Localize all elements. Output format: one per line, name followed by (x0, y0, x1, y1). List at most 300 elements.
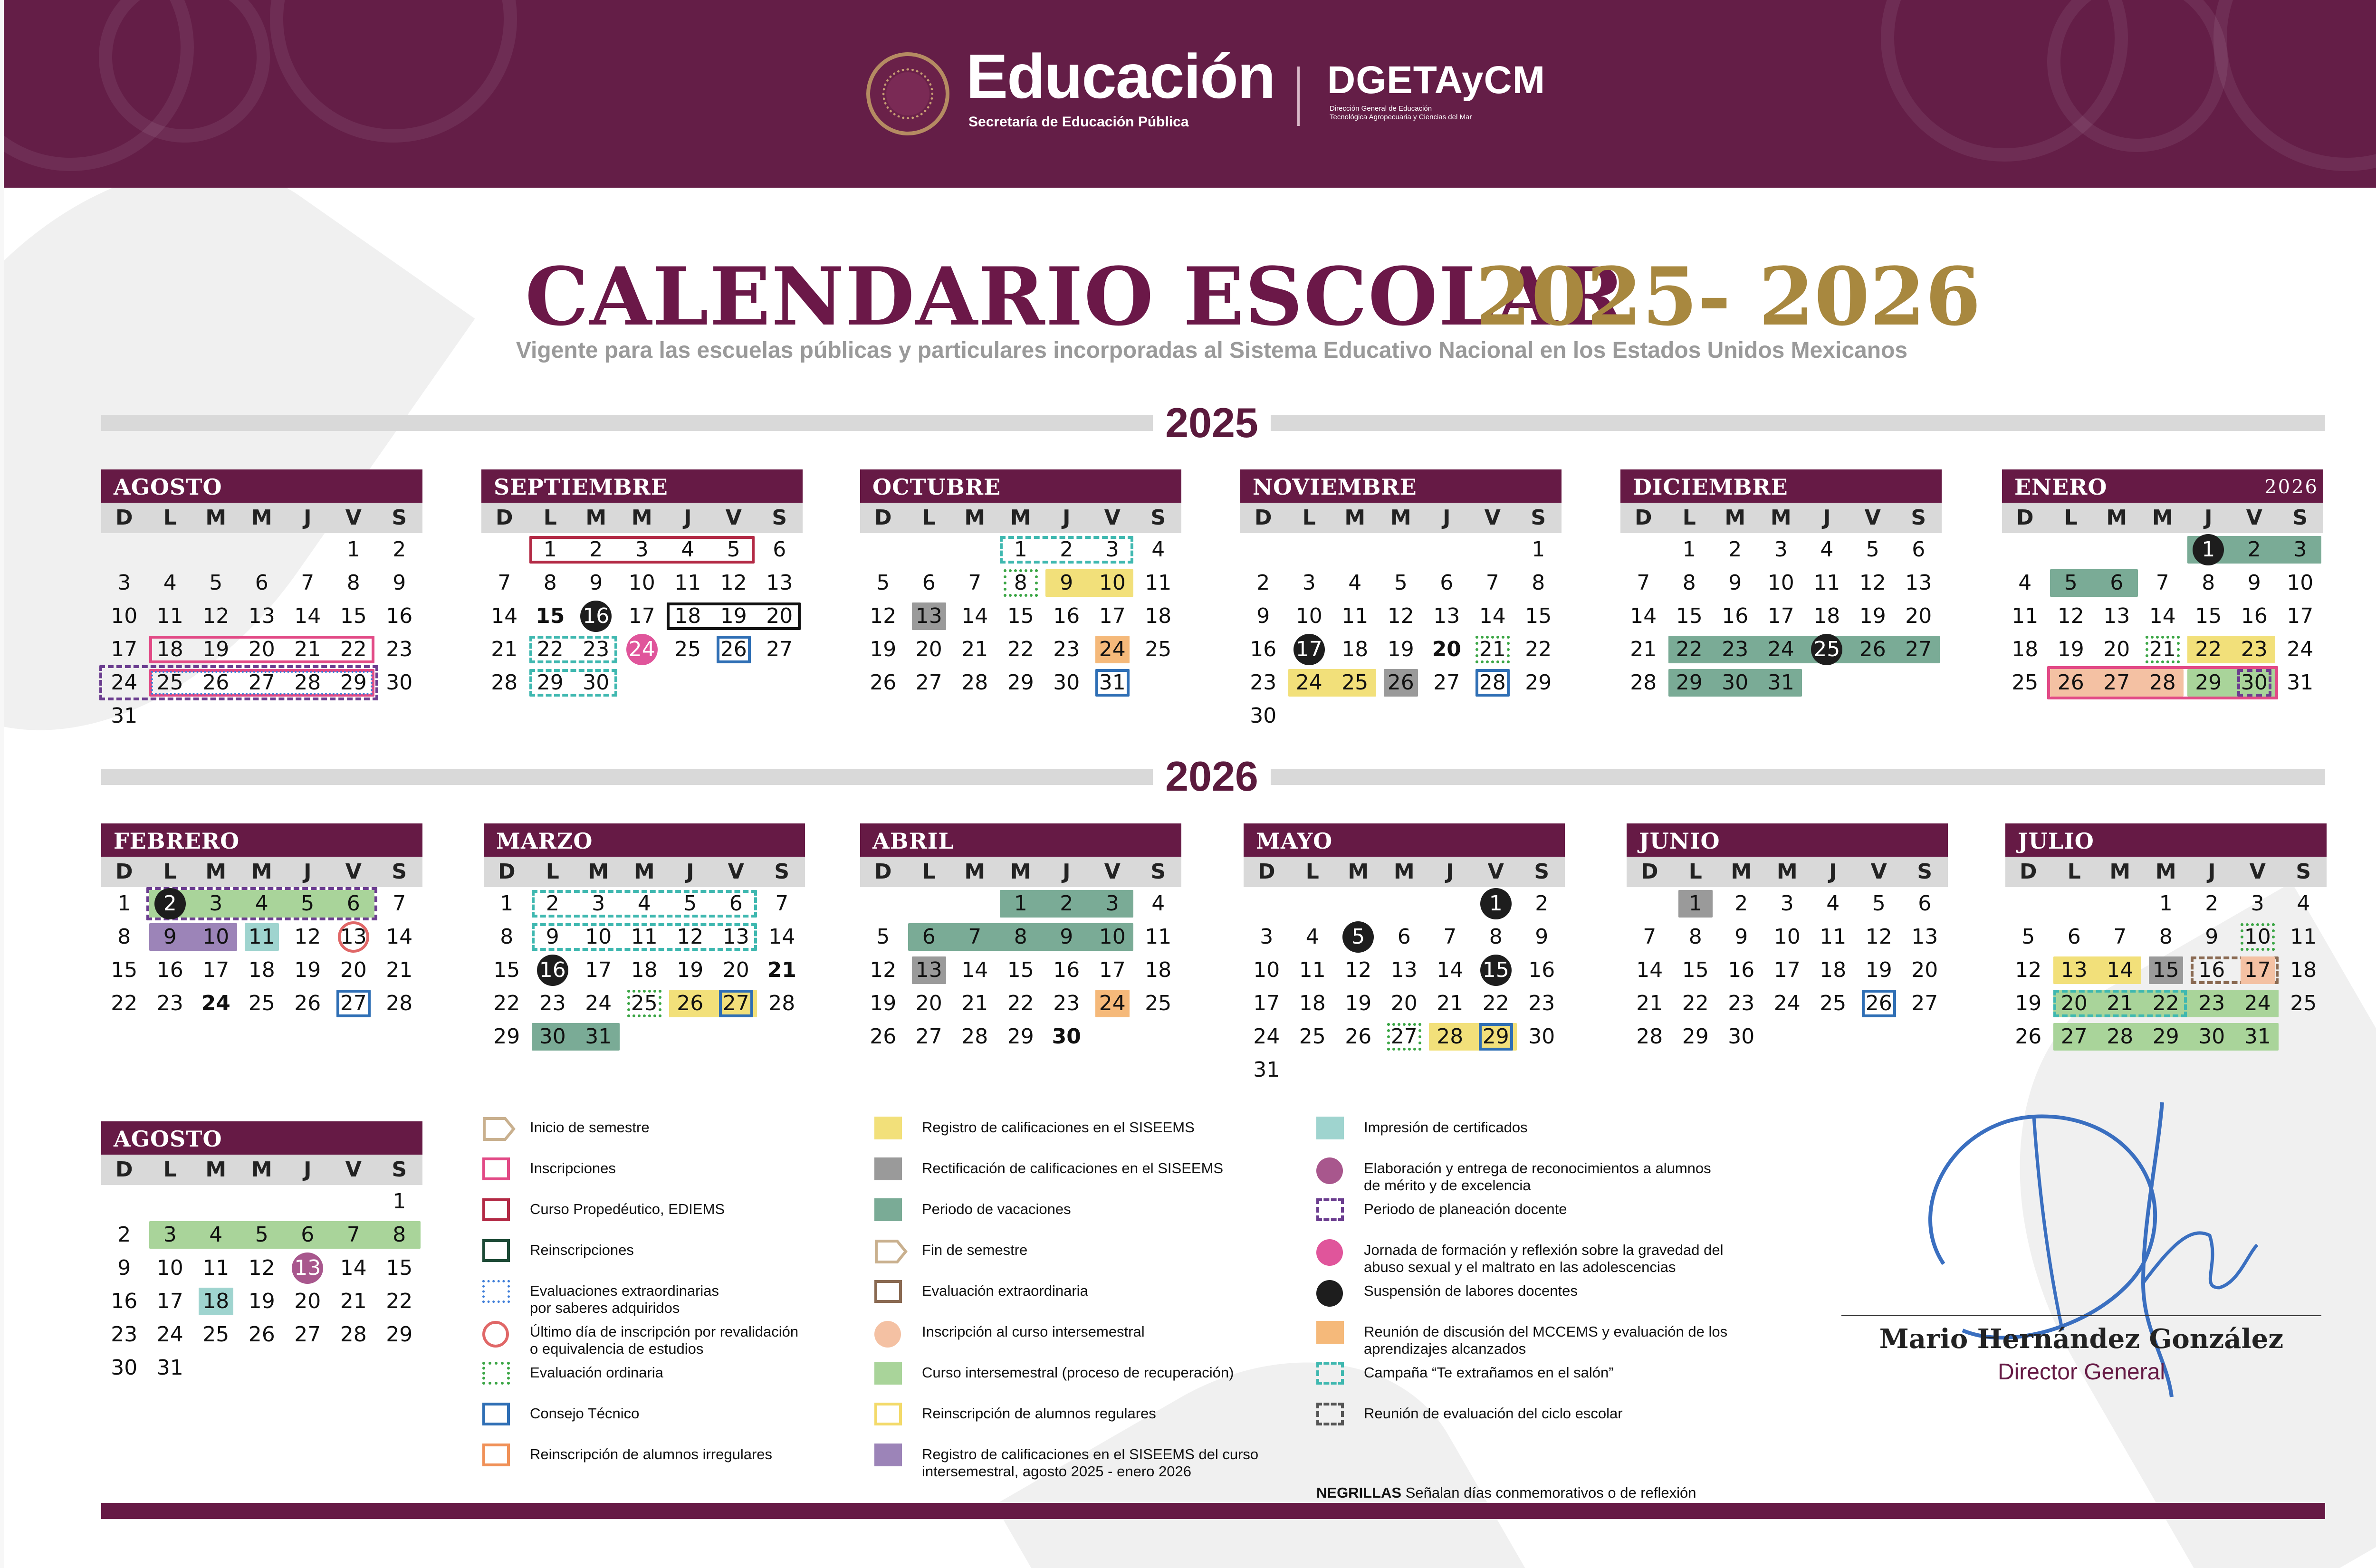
weekday-label: D (1634, 506, 1652, 530)
recognition-icon (1316, 1157, 1343, 1184)
day-cell: 6 (922, 571, 936, 595)
legend-item (482, 1239, 934, 1277)
day-cell: 13 (1905, 571, 1932, 595)
mccems-meeting-icon (1316, 1321, 1344, 1344)
weekday-label: L (543, 506, 557, 530)
day-cell: 26 (677, 991, 704, 1015)
day-cell: 16 (1053, 604, 1080, 628)
legend-item (482, 1321, 934, 1359)
day-cell: 26 (2057, 670, 2084, 695)
weekday-label: D (1257, 860, 1275, 884)
month-name: JUNIO (1639, 828, 1720, 854)
legend-label: Fin de semestre (922, 1242, 1028, 1258)
semester-start-icon (482, 1117, 510, 1139)
day-cell: 3 (1774, 537, 1788, 562)
intersemester-grades-icon (874, 1444, 902, 1466)
day-cell: 17 (1253, 991, 1280, 1015)
month-name: SEPTIEMBRE (494, 474, 668, 500)
day-cell: 13 (766, 571, 793, 595)
day-cell: 3 (117, 571, 131, 595)
day-cell: 21 (340, 1289, 367, 1313)
weekday-label: S (1150, 506, 1166, 530)
page-title: CALENDARIO ESCOLAR (525, 249, 1626, 344)
day-cell: 15 (1525, 604, 1552, 628)
legend-label: Inicio de semestre (530, 1119, 650, 1136)
legend-item (1316, 1117, 1768, 1155)
day-cell: 8 (500, 925, 514, 949)
day-cell: 14 (294, 604, 321, 628)
day-cell: 18 (1820, 958, 1847, 982)
weekday-header (2005, 857, 2327, 887)
day-cell: 6 (1440, 571, 1454, 595)
day-cell: 1 (117, 891, 131, 916)
month-title (101, 823, 422, 857)
day-cell: 12 (870, 958, 897, 982)
reenrollment-icon (482, 1239, 510, 1262)
day-cell: 12 (870, 604, 897, 628)
weekday-label: D (2019, 860, 2037, 884)
day-cell: 19 (1865, 958, 1892, 982)
day-cell: 26 (1859, 637, 1886, 661)
weekday-label: V (2249, 860, 2266, 884)
weekday-label: S (392, 860, 407, 884)
day-cell: 30 (583, 670, 610, 695)
day-cell: 4 (637, 891, 651, 916)
day-cell: 14 (1630, 604, 1657, 628)
weekday-label: J (304, 506, 312, 530)
weekday-label: M (1770, 506, 1792, 530)
weekday-label: M (1390, 506, 1411, 530)
enrollment-icon (482, 1157, 510, 1180)
day-grid (1627, 887, 1948, 1053)
day-cell: 12 (720, 571, 747, 595)
day-cell: 10 (1099, 925, 1126, 949)
month-agosto-0 (101, 469, 422, 733)
day-cell: 19 (677, 958, 704, 982)
day-cell: 15 (340, 604, 367, 628)
day-cell: 6 (729, 891, 743, 916)
month-title (860, 823, 1181, 857)
day-cell: 19 (1387, 637, 1414, 661)
weekday-label: D (495, 506, 513, 530)
month-name: OCTUBRE (872, 474, 1001, 500)
legend-label: Consejo Técnico (530, 1405, 640, 1422)
day-cell: 24 (1773, 991, 1801, 1015)
org-subtitle-line2: Tecnológica Agropecuaria y Ciencias del Mar (1330, 113, 1472, 121)
day-cell: 21 (961, 637, 988, 661)
day-cell: 13 (294, 1256, 321, 1280)
day-cell: 28 (294, 670, 321, 695)
day-cell: 14 (2107, 958, 2134, 982)
last-day-icon (482, 1321, 509, 1348)
day-cell: 13 (1433, 604, 1460, 628)
day-cell: 20 (2103, 637, 2130, 661)
month-title (1627, 823, 1948, 857)
day-cell: 27 (722, 991, 749, 1015)
day-cell: 19 (202, 637, 230, 661)
day-cell: 24 (1099, 991, 1126, 1015)
day-cell: 11 (2012, 604, 2039, 628)
day-cell: 5 (255, 1223, 268, 1247)
day-cell: 29 (2152, 1024, 2179, 1049)
day-cell: 7 (1643, 925, 1657, 949)
day-cell: 19 (2057, 637, 2084, 661)
day-cell: 12 (1865, 925, 1892, 949)
weekday-label: S (1534, 860, 1550, 884)
weekday-label: S (392, 1157, 407, 1182)
header-divider (1297, 67, 1300, 126)
weekday-label: M (251, 860, 272, 884)
weekday-label: V (345, 506, 362, 530)
weekday-label: D (1640, 860, 1658, 884)
day-cell: 4 (1151, 891, 1165, 916)
day-cell: 6 (773, 537, 786, 562)
day-cell: 5 (876, 925, 890, 949)
day-cell: 19 (2015, 991, 2042, 1015)
day-cell: 22 (537, 637, 564, 661)
day-cell: 23 (1728, 991, 1755, 1015)
legend-item (874, 1117, 1326, 1155)
day-cell: 24 (2287, 637, 2314, 661)
day-cell: 20 (1432, 637, 1461, 661)
day-cell: 12 (1387, 604, 1414, 628)
weekday-label: V (345, 860, 362, 884)
extra-eval-icon (874, 1280, 902, 1303)
day-cell: 28 (768, 991, 795, 1015)
day-cell: 3 (592, 891, 605, 916)
legend-item (482, 1444, 934, 1482)
day-cell: 11 (1820, 925, 1847, 949)
weekday-label: M (585, 506, 607, 530)
legend-item (482, 1280, 934, 1318)
day-cell: 2 (1060, 537, 1073, 562)
cycle-evaluation-icon (1316, 1403, 1344, 1425)
day-cell: 13 (340, 925, 367, 949)
day-cell: 10 (1773, 925, 1801, 949)
weekday-label: S (2296, 860, 2311, 884)
day-cell: 26 (870, 670, 897, 695)
day-cell: 7 (498, 571, 511, 595)
legend-label: Evaluación extraordinaria (922, 1282, 1088, 1299)
day-cell: 1 (500, 891, 514, 916)
legend-label: Impresión de certificados (1364, 1119, 1528, 1136)
weekday-label: M (205, 860, 227, 884)
day-cell: 19 (870, 637, 897, 661)
day-cell: 9 (1060, 925, 1073, 949)
weekday-header (860, 503, 1181, 533)
day-cell: 20 (722, 958, 749, 982)
day-cell: 29 (386, 1322, 413, 1347)
day-cell: 29 (2195, 670, 2222, 695)
day-cell: 7 (1443, 925, 1457, 949)
month-name: ABRIL (872, 828, 954, 854)
day-cell: 28 (961, 1024, 988, 1049)
weekday-label: J (1823, 506, 1831, 530)
month-febrero-6 (101, 823, 422, 1020)
semester-end-icon (874, 1239, 902, 1262)
day-cell: 10 (585, 925, 612, 949)
day-cell: 1 (1489, 891, 1503, 916)
day-cell: 13 (1390, 958, 1418, 982)
day-cell: 24 (156, 1322, 183, 1347)
day-cell: 5 (1351, 925, 1365, 949)
day-cell: 7 (346, 1223, 360, 1247)
weekday-label: M (588, 860, 609, 884)
day-cell: 20 (915, 991, 942, 1015)
weekday-label: M (1348, 860, 1369, 884)
day-cell: 13 (248, 604, 275, 628)
weekday-label: D (874, 506, 892, 530)
day-cell: 13 (1911, 925, 1938, 949)
day-cell: 20 (766, 604, 793, 628)
weekday-label: M (251, 506, 272, 530)
weekday-label: J (686, 860, 694, 884)
day-cell: 3 (209, 891, 223, 916)
day-cell: 12 (248, 1256, 275, 1280)
legend-item (874, 1157, 1326, 1195)
weekday-label: M (205, 1157, 227, 1182)
propaedeutic-icon (482, 1198, 510, 1221)
legend-item (1316, 1321, 1768, 1359)
day-cell: 13 (2103, 604, 2130, 628)
legend-label: Jornada de formación y reflexión sobre la gravedad del abuso sexual y el maltrato en las adolescencias (1364, 1242, 1724, 1275)
day-cell: 6 (1397, 925, 1411, 949)
weekday-header (484, 857, 805, 887)
weekday-label: V (1870, 860, 1887, 884)
day-cell: 17 (1295, 637, 1322, 661)
month-junio-10 (1627, 823, 1948, 1053)
month-title (1240, 469, 1562, 503)
day-cell: 10 (2244, 925, 2271, 949)
legend-item (482, 1403, 934, 1441)
weekday-label: M (1731, 860, 1752, 884)
day-cell: 9 (2247, 571, 2261, 595)
ordinary-eval-icon (482, 1362, 510, 1385)
day-cell: 15 (386, 1256, 413, 1280)
day-cell: 6 (2067, 925, 2081, 949)
day-cell: 19 (1345, 991, 1372, 1015)
day-grid (101, 887, 422, 1020)
day-cell: 27 (1905, 637, 1932, 661)
day-cell: 4 (2018, 571, 2032, 595)
day-cell: 23 (1528, 991, 1555, 1015)
day-cell: 24 (628, 637, 655, 661)
day-cell: 21 (1630, 637, 1657, 661)
day-cell: 30 (539, 1024, 566, 1049)
weekday-header (481, 503, 803, 533)
day-grid (481, 533, 803, 699)
day-cell: 27 (915, 670, 942, 695)
day-cell: 19 (870, 991, 897, 1015)
day-cell: 19 (248, 1289, 275, 1313)
day-cell: 21 (961, 991, 988, 1015)
day-cell: 28 (1437, 1024, 1464, 1049)
day-cell: 28 (1636, 1024, 1663, 1049)
day-cell: 21 (1636, 991, 1663, 1015)
day-grid (101, 1185, 422, 1385)
day-cell: 25 (248, 991, 275, 1015)
day-grid (860, 533, 1181, 699)
day-cell: 21 (767, 958, 796, 982)
month-name: ENERO (2014, 474, 2108, 500)
weekday-label: L (163, 506, 177, 530)
weekday-header (1627, 857, 1948, 887)
day-cell: 8 (1532, 571, 1545, 595)
day-cell: 8 (1682, 571, 1696, 595)
day-cell: 25 (2290, 991, 2317, 1015)
day-cell: 12 (294, 925, 321, 949)
day-cell: 22 (1676, 637, 1703, 661)
weekday-label: V (2246, 506, 2262, 530)
day-cell: 31 (156, 1356, 183, 1380)
day-cell: 2 (1728, 537, 1742, 562)
day-cell: 5 (2064, 571, 2078, 595)
day-cell: 17 (2244, 958, 2271, 982)
day-cell: 16 (386, 604, 413, 628)
day-cell: 30 (1052, 1024, 1081, 1049)
day-cell: 29 (340, 670, 367, 695)
bottom-bar (101, 1503, 2325, 1519)
month-name: FEBRERO (114, 828, 240, 854)
day-cell: 7 (2156, 571, 2169, 595)
day-cell: 14 (491, 604, 518, 628)
weekday-label: V (1104, 860, 1121, 884)
day-cell: 29 (537, 670, 564, 695)
day-cell: 17 (111, 637, 138, 661)
day-cell: 26 (2015, 1024, 2042, 1049)
day-cell: 3 (2293, 537, 2307, 562)
day-cell: 10 (1253, 958, 1280, 982)
day-cell: 23 (539, 991, 566, 1015)
day-cell: 9 (589, 571, 603, 595)
day-cell: 31 (2244, 1024, 2271, 1049)
weekday-header (101, 503, 422, 533)
day-cell: 14 (386, 925, 413, 949)
legend-label: Evaluación ordinaria (530, 1364, 663, 1381)
day-cell: 28 (340, 1322, 367, 1347)
day-cell: 22 (1482, 991, 1509, 1015)
day-cell: 30 (2198, 1024, 2225, 1049)
intersemester-course-icon (874, 1362, 902, 1385)
weekday-label: S (2292, 506, 2308, 530)
day-cell: 8 (1014, 925, 1027, 949)
day-cell: 7 (968, 925, 982, 949)
weekday-label: J (1063, 506, 1071, 530)
weekday-label: V (1864, 506, 1881, 530)
month-title (2002, 469, 2323, 503)
weekday-label: J (1446, 860, 1454, 884)
day-cell: 8 (393, 1223, 406, 1247)
day-grid (1620, 533, 1942, 699)
day-cell: 15 (1676, 604, 1703, 628)
month-title (101, 469, 422, 503)
legend-label: Periodo de planeación docente (1364, 1201, 1567, 1217)
day-cell: 11 (1341, 604, 1369, 628)
day-cell: 7 (393, 891, 406, 916)
day-cell: 9 (2205, 925, 2219, 949)
day-cell: 22 (340, 637, 367, 661)
day-cell: 29 (1676, 670, 1703, 695)
day-cell: 16 (539, 958, 566, 982)
day-cell: 30 (111, 1356, 138, 1380)
month-name: AGOSTO (114, 474, 222, 500)
weekday-header (1620, 503, 1942, 533)
day-grid (1244, 887, 1565, 1087)
weekday-label: J (304, 1157, 312, 1182)
regular-reenroll-icon (874, 1403, 902, 1425)
day-cell: 16 (156, 958, 183, 982)
day-grid (2002, 533, 2323, 699)
day-cell: 27 (915, 1024, 942, 1049)
weekday-label: L (922, 506, 936, 530)
day-cell: 8 (543, 571, 557, 595)
day-cell: 1 (1682, 537, 1696, 562)
day-cell: 11 (248, 925, 275, 949)
weekday-label: M (1725, 506, 1746, 530)
day-cell: 8 (346, 571, 360, 595)
legend-label: Reinscripción de alumnos regulares (922, 1405, 1156, 1422)
day-cell: 19 (1859, 604, 1886, 628)
day-cell: 24 (1295, 670, 1322, 695)
day-cell: 5 (1866, 537, 1879, 562)
day-cell: 18 (156, 637, 183, 661)
day-cell: 28 (1630, 670, 1657, 695)
weekday-label: D (115, 1157, 133, 1182)
day-cell: 25 (1145, 637, 1172, 661)
day-cell: 5 (1394, 571, 1408, 595)
day-cell: 23 (386, 637, 413, 661)
day-cell: 24 (111, 670, 138, 695)
weekday-label: M (964, 506, 986, 530)
day-grid (101, 533, 422, 733)
weekday-label: V (1484, 506, 1501, 530)
reflection-day-icon (1316, 1239, 1343, 1266)
day-cell: 14 (340, 1256, 367, 1280)
weekday-label: V (345, 1157, 362, 1182)
day-cell: 10 (1099, 571, 1126, 595)
legend-label: Suspensión de labores docentes (1364, 1282, 1578, 1299)
day-cell: 28 (961, 670, 988, 695)
seal-icon (866, 52, 949, 135)
irregular-reenroll-icon (482, 1444, 510, 1466)
day-cell: 6 (2110, 571, 2124, 595)
day-cell: 27 (2103, 670, 2130, 695)
day-cell: 4 (1348, 571, 1362, 595)
day-cell: 14 (1437, 958, 1464, 982)
day-cell: 5 (301, 891, 315, 916)
month-name: MAYO (1256, 828, 1333, 854)
day-cell: 2 (546, 891, 559, 916)
legend-item (874, 1362, 1326, 1400)
day-cell: 11 (1813, 571, 1840, 595)
weekday-label: D (2016, 506, 2034, 530)
month-mayo-9 (1244, 823, 1565, 1087)
weekday-label: D (1254, 506, 1272, 530)
month-name: AGOSTO (114, 1126, 222, 1152)
day-cell: 9 (117, 1256, 131, 1280)
legend-label: Reinscripción de alumnos irregulares (530, 1446, 773, 1463)
day-cell: 16 (1250, 637, 1277, 661)
day-cell: 10 (1295, 604, 1322, 628)
day-cell: 10 (202, 925, 230, 949)
day-cell: 29 (493, 1024, 520, 1049)
day-cell: 18 (1341, 637, 1369, 661)
day-cell: 20 (248, 637, 275, 661)
legend-item (1316, 1280, 1768, 1318)
weekday-label: J (2204, 506, 2213, 530)
day-cell: 2 (2247, 537, 2261, 562)
day-cell: 17 (1767, 604, 1794, 628)
